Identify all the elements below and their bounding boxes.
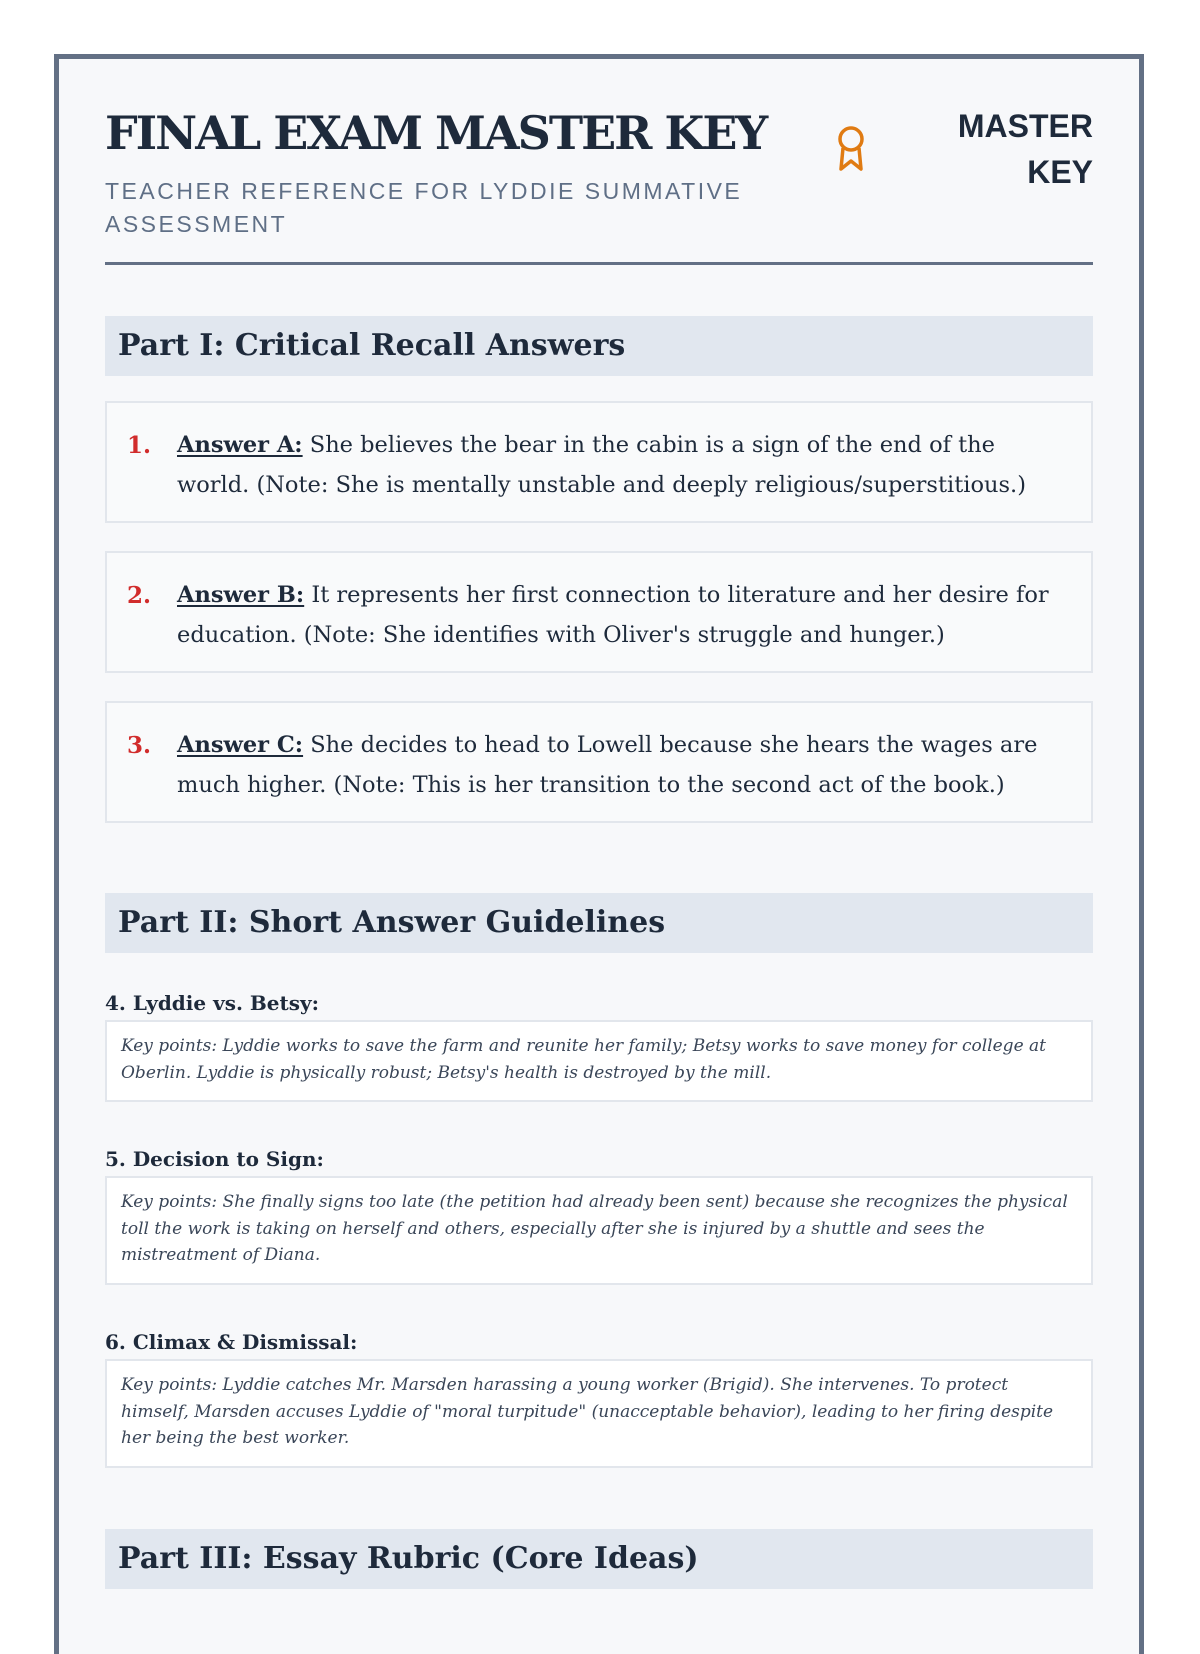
question-label: 5. Decision to Sign: bbox=[105, 1147, 324, 1171]
guideline-box: Key points: Lyddie works to save the farm and reunite her family; Betsy works to save money for college at Oberlin. Lyddie is physically robust; Betsy's health is destroyed by the mill. bbox=[105, 1020, 1093, 1102]
award-ribbon-icon bbox=[833, 125, 869, 173]
answer-number: 3. bbox=[127, 732, 152, 759]
part-2-heading: Part II: Short Answer Guidelines bbox=[105, 893, 1093, 953]
question-label: 4. Lyddie vs. Betsy: bbox=[105, 991, 320, 1015]
exam-key-sheet bbox=[54, 54, 1144, 1654]
part-3-heading: Part III: Essay Rubric (Core Ideas) bbox=[105, 1529, 1093, 1589]
answer-label: Answer C: bbox=[177, 732, 304, 758]
question-label: 6. Climax & Dismissal: bbox=[105, 1330, 358, 1354]
guideline-box: Key points: Lyddie catches Mr. Marsden harassing a young worker (Brigid). She intervenes. To protect himself, Marsden accuses Lyddie of "moral turpitude" (unacceptable behavior), leading to her firing despite her being the best worker. bbox=[105, 1359, 1093, 1468]
answer-body: She believes the bear in the cabin is a sign of the end of the world. (Note: She is mentally unstable and deeply religious/superstitious.) bbox=[177, 432, 1026, 498]
answer-number: 2. bbox=[127, 582, 152, 609]
guideline-box: Key points: She finally signs too late (the petition had already been sent) because she recognizes the physical toll the work is taking on herself and others, especially after she is injured by a shuttle and sees the mistreatment of Diana. bbox=[105, 1176, 1093, 1285]
answer-card bbox=[105, 701, 1093, 823]
answer-text bbox=[177, 725, 1067, 805]
answer-text bbox=[177, 575, 1067, 655]
answer-text bbox=[177, 425, 1067, 505]
answer-label: Answer B: bbox=[177, 582, 305, 608]
answer-number: 1. bbox=[127, 432, 152, 459]
page-subtitle: TEACHER REFERENCE FOR LYDDIE SUMMATIVE ASSESSMENT bbox=[105, 178, 743, 237]
page-title: FINAL EXAM MASTER KEY bbox=[105, 106, 767, 160]
answer-label: Answer A: bbox=[177, 432, 303, 458]
sheet-content bbox=[105, 59, 1093, 1576]
answer-card bbox=[105, 401, 1093, 523]
master-key-tag: MASTER KEY bbox=[957, 108, 1093, 190]
answer-card bbox=[105, 551, 1093, 673]
part-1-heading: Part I: Critical Recall Answers bbox=[105, 316, 1093, 376]
answer-body: She decides to head to Lowell because she hears the wages are much higher. (Note: This is her transition to the second act of the book.) bbox=[177, 732, 1038, 798]
page-header bbox=[105, 59, 1093, 265]
answer-body: It represents her first connection to literature and her desire for education. (Note: She identifies with Oliver's struggle and hunger.) bbox=[177, 582, 1049, 648]
